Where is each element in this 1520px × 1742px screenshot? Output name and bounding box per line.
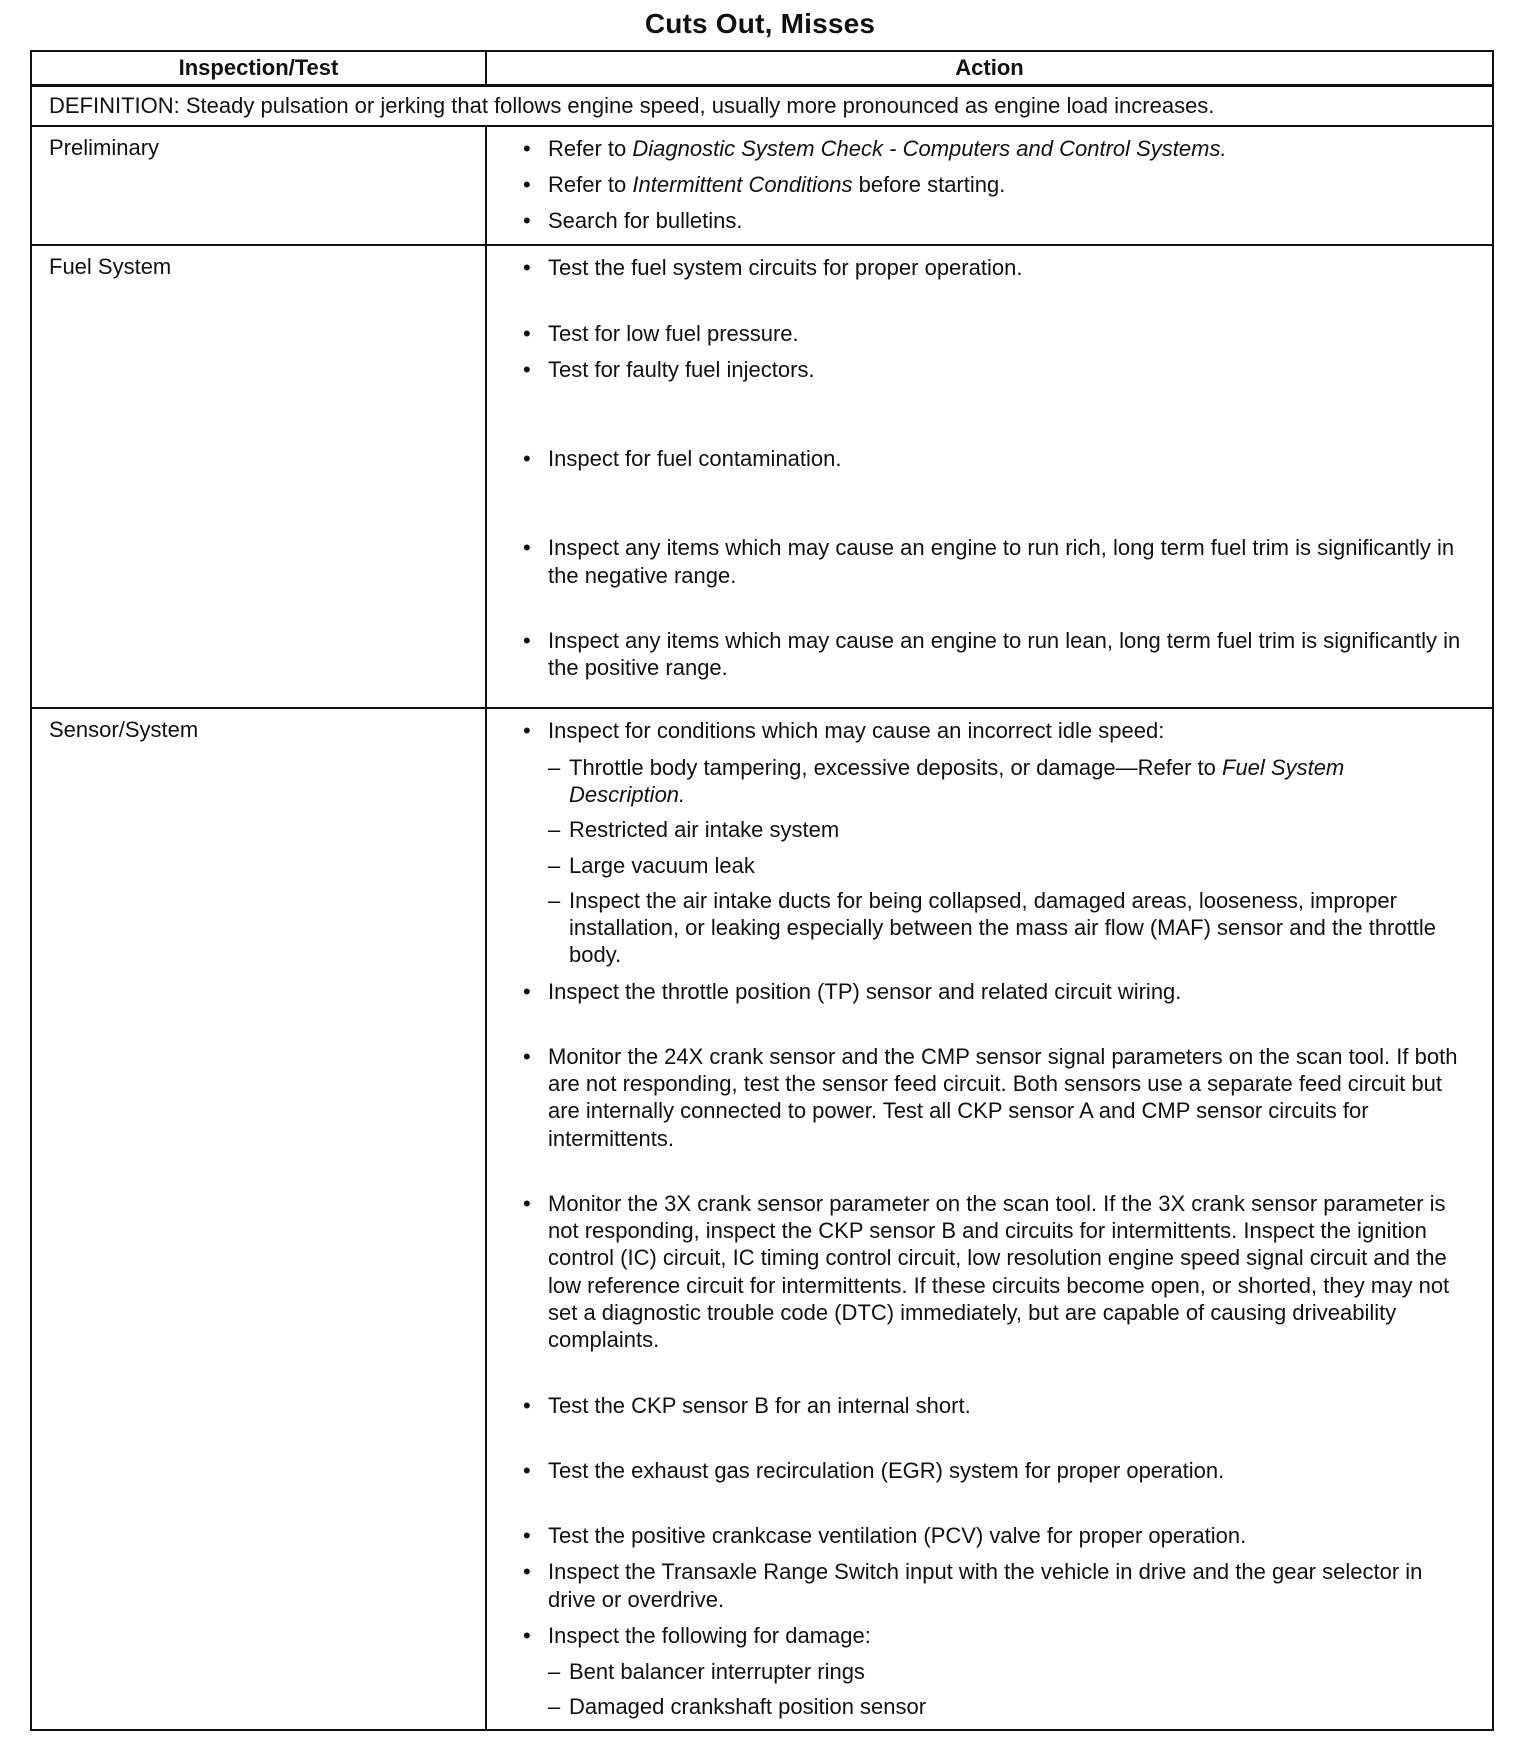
- action-item: • Inspect the throttle position (TP) sensor and related circuit wiring.: [523, 978, 1462, 1005]
- action-item: • Search for bulletins.: [523, 207, 1462, 234]
- category-preliminary: Preliminary: [31, 126, 486, 246]
- action-item: • Test the exhaust gas recirculation (EGR) system for proper operation.: [523, 1457, 1462, 1484]
- doc-reference: Intermittent Conditions: [632, 171, 853, 197]
- action-item: • Refer to Diagnostic System Check - Computers and Control Systems.: [523, 135, 1462, 162]
- action-item: • Monitor the 3X crank sensor parameter on the scan tool. If the 3X crank sensor parameter is not responding, inspect the CKP sensor B and circuits for intermittents. Inspect the ignition control (IC) circuit, IC timing control circuit, low resolution engine speed signal circuit and the low reference circuit for intermittents. If these circuits become open, or shorted, they may not set a diagnostic trouble code (DTC) immediately, but are capable of causing driveability complaints.: [523, 1190, 1462, 1354]
- sub-item: – Large vacuum leak: [548, 852, 1462, 879]
- action-item: • Refer to Intermittent Conditions before starting.: [523, 171, 1462, 198]
- sub-item: – Throttle body tampering, excessive deposits, or damage—Refer to Fuel System Description.: [548, 754, 1462, 809]
- diagnostic-table: [30, 50, 1494, 1731]
- action-item: • Inspect any items which may cause an engine to run lean, long term fuel trim is significantly in the positive range.: [523, 627, 1462, 682]
- table-row-fuel-system: [31, 245, 1493, 708]
- action-item: • Test for low fuel pressure.: [523, 320, 1462, 347]
- definition-row: [31, 86, 1493, 126]
- sub-item: – Bent balancer interrupter rings: [548, 1658, 1462, 1685]
- action-item: • Inspect any items which may cause an engine to run rich, long term fuel trim is significantly in the negative range.: [523, 534, 1462, 589]
- table-row-preliminary: [31, 126, 1493, 246]
- sub-item: – Restricted air intake system: [548, 816, 1462, 843]
- actions-preliminary: [486, 126, 1493, 246]
- action-item: • Inspect the Transaxle Range Switch input with the vehicle in drive and the gear selector in drive or overdrive.: [523, 1558, 1462, 1613]
- actions-fuel-system: [486, 245, 1493, 708]
- actions-sensor-system: [486, 708, 1493, 1729]
- header-row: [31, 51, 1493, 86]
- action-item: • Test for faulty fuel injectors.: [523, 356, 1462, 383]
- sub-item: – Damaged crankshaft position sensor: [548, 1693, 1462, 1720]
- action-item: • Inspect for fuel contamination.: [523, 445, 1462, 472]
- action-item: • Test the CKP sensor B for an internal short.: [523, 1392, 1462, 1419]
- action-item: • Monitor the 24X crank sensor and the CMP sensor signal parameters on the scan tool. If both are not responding, test the sensor feed circuit. Both sensors use a separate feed circuit but are internally connected to power. Test all CKP sensor A and CMP sensor circuits for intermittents.: [523, 1043, 1462, 1152]
- page-title: Cuts Out, Misses: [644, 8, 876, 39]
- definition-text: DEFINITION: Steady pulsation or jerking that follows engine speed, usually more pronounced as engine load increases.: [31, 86, 1493, 126]
- doc-reference: Diagnostic System Check - Computers and Control Systems.: [632, 135, 1227, 161]
- category-fuel-system: Fuel System: [31, 245, 486, 708]
- header-inspection-test: Inspection/Test: [31, 51, 486, 86]
- category-sensor-system: Sensor/System: [31, 708, 486, 1729]
- action-item: • Test the fuel system circuits for proper operation.: [523, 254, 1462, 281]
- doc-reference: Fuel System Description.: [569, 754, 1345, 807]
- sub-item: – Inspect the air intake ducts for being collapsed, damaged areas, looseness, improper installation, or leaking especially between the mass air flow (MAF) sensor and the throttle body.: [548, 887, 1462, 969]
- action-item: • Test the positive crankcase ventilation (PCV) valve for proper operation.: [523, 1522, 1462, 1549]
- action-item: • Inspect for conditions which may cause an incorrect idle speed: – Throttle body tampering, excessive deposits, or damage—Refer to Fuel System Description. – Restricted air intake system – Large vacuum leak – Inspect the air intake ducts for being collapsed, damaged areas, looseness, improper installation, or leaking especially between the mass air flow (MAF) sensor and the throttle body.: [523, 717, 1462, 968]
- header-action: Action: [486, 51, 1493, 86]
- action-item: • Inspect the following for damage: – Bent balancer interrupter rings – Damaged crankshaft position sensor: [523, 1622, 1462, 1721]
- table-row-sensor-system: [31, 708, 1493, 1729]
